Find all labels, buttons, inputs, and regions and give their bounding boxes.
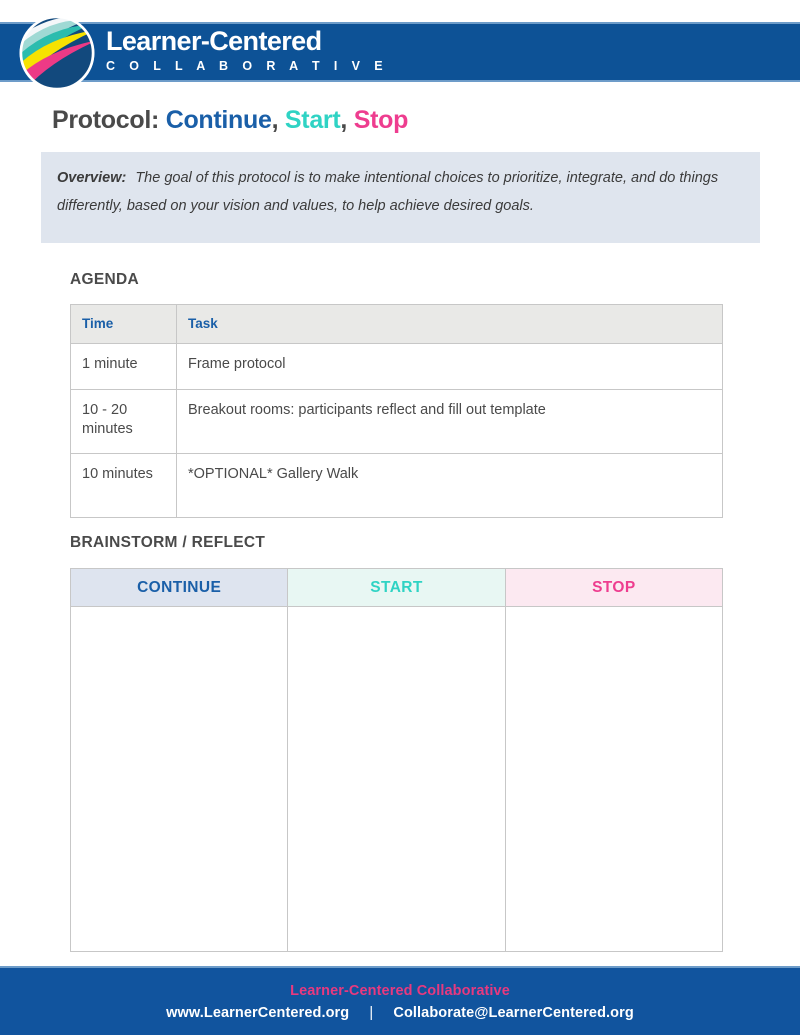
brainstorm-cell-start[interactable] [288,607,505,952]
brainstorm-cell-stop[interactable] [505,607,722,952]
brainstorm-body-row [71,607,723,952]
brand-subtitle: C O L L A B O R A T I V E [106,59,389,73]
brainstorm-table [70,568,723,952]
footer-links [0,1005,800,1021]
brainstorm-heading: BRAINSTORM / REFLECT [70,534,266,551]
agenda-cell-task: Breakout rooms: participants reflect and fill out template [177,389,723,453]
page-title [52,106,408,135]
agenda-heading: AGENDA [70,271,139,288]
brainstorm-cell-continue[interactable] [71,607,288,952]
agenda-cell-task: *OPTIONAL* Gallery Walk [177,453,723,517]
table-row [71,389,723,453]
brainstorm-column-header-stop: STOP [505,569,722,607]
agenda-cell-time: 10 - 20 minutes [71,389,177,453]
agenda-column-header-time: Time [71,305,177,344]
footer-email-link[interactable]: Collaborate@LearnerCentered.org [393,1005,634,1021]
footer-band [0,966,800,1035]
table-row [71,343,723,389]
brainstorm-column-header-start: START [288,569,505,607]
footer-separator: | [369,1005,374,1021]
overview-label: Overview: [57,170,127,186]
brand-wordmark [106,28,388,73]
agenda-column-header-task: Task [177,305,723,344]
brainstorm-column-header-continue: CONTINUE [71,569,288,607]
brand-name: Learner-Centered [106,26,322,56]
agenda-cell-task: Frame protocol [177,343,723,389]
title-prefix: Protocol: [52,106,160,134]
agenda-cell-time: 10 minutes [71,453,177,517]
title-comma-1: , [271,106,279,134]
title-word-stop: Stop [353,106,409,134]
agenda-header-row [71,305,723,344]
title-word-start: Start [284,106,341,134]
overview-box [41,152,760,243]
title-comma-2: , [340,106,348,134]
footer-website-link[interactable]: www.LearnerCentered.org [166,1005,350,1021]
overview-text: The goal of this protocol is to make intentional choices to prioritize, integrate, and do things differently, based on your vision and values, to help achieve desired goals. [57,170,719,214]
table-row [71,453,723,517]
brand-logo [18,14,96,92]
layered-sphere-icon [18,14,96,92]
brainstorm-header-row [71,569,723,607]
title-word-continue: Continue [165,106,272,134]
footer-organization: Learner-Centered Collaborative [290,983,510,999]
agenda-cell-time: 1 minute [71,343,177,389]
agenda-table [70,304,723,518]
